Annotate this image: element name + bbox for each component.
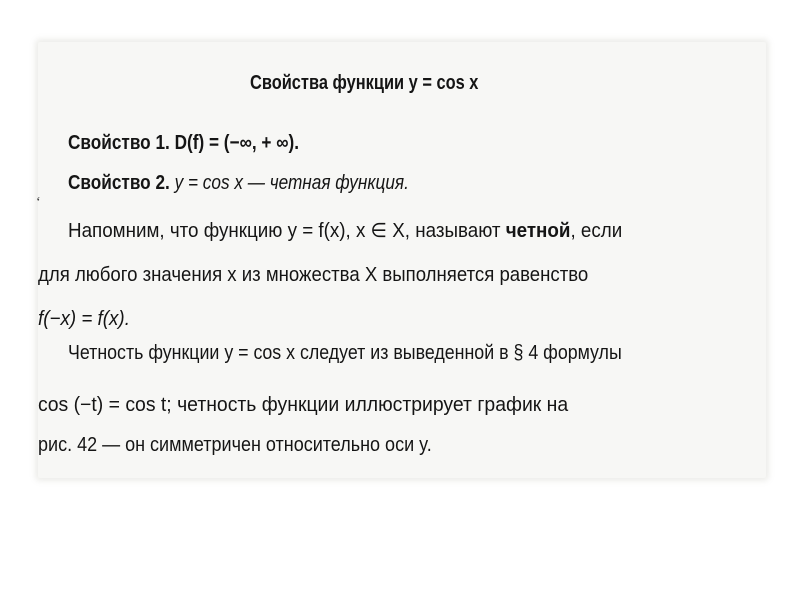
paragraph-line-1-part-b: , если bbox=[570, 220, 623, 242]
paragraph-line-1-part-a: Напомним, что функцию y = f(x), x ∈ X, называют bbox=[68, 220, 506, 242]
paragraph-line-6: рис. 42 — он симметричен относительно оси y. bbox=[38, 434, 432, 456]
paragraph-line-2: для любого значения x из множества X выполняется равенство bbox=[38, 264, 589, 286]
property-1: Свойство 1. D(f) = (−∞, + ∞). bbox=[68, 132, 299, 154]
paragraph-line-4: Четность функции y = cos x следует из выведенной в § 4 формулы bbox=[68, 342, 622, 364]
property-2-text: y = cos x — четная функция. bbox=[174, 172, 409, 194]
page-title: Свойства функции y = cos x bbox=[250, 72, 479, 94]
property-2-label: Свойство 2. bbox=[68, 172, 170, 194]
equality-formula: f(−x) = f(x). bbox=[38, 308, 130, 330]
paragraph-line-5: cos (−t) = cos t; четность функции иллюстрирует график на bbox=[38, 394, 569, 416]
even-term: четной bbox=[505, 220, 571, 242]
paragraph-line-1 bbox=[68, 218, 622, 243]
scan-mark: ‘ bbox=[36, 195, 41, 210]
property-2 bbox=[68, 172, 409, 195]
